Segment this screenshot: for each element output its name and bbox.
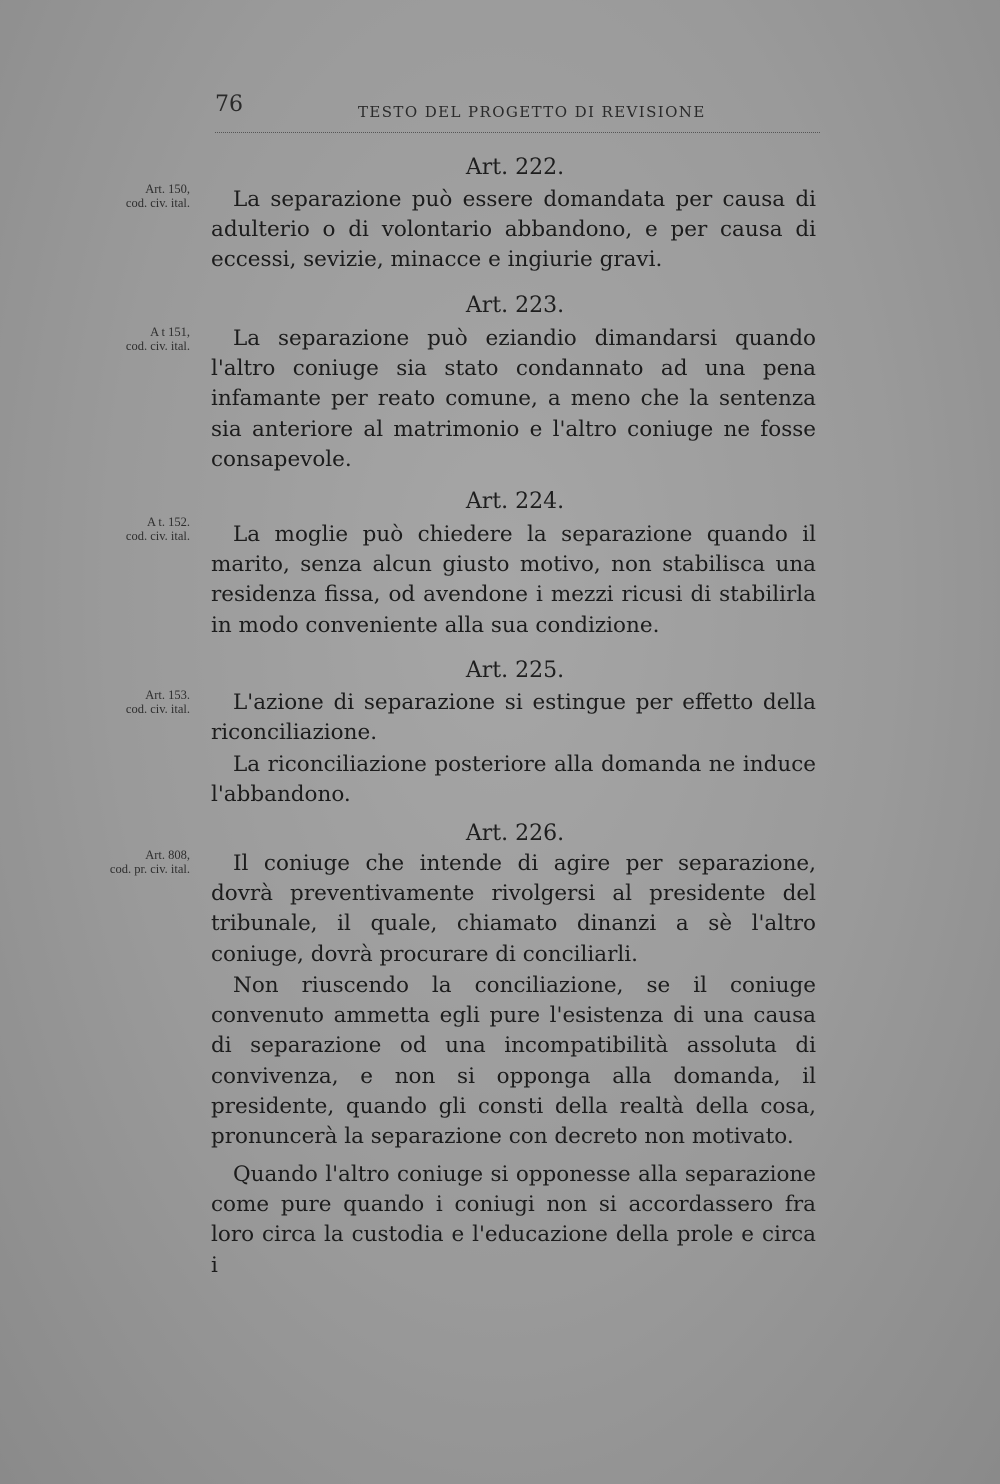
margin-note-line: Art. 808, bbox=[145, 848, 190, 862]
article-title: Art. 222. bbox=[465, 155, 565, 180]
margin-note-art-226 bbox=[82, 848, 190, 876]
article-paragraph: Non riuscendo la conciliazione, se il coniuge convenuto ammetta egli pure l'esistenza di una causa di separazione od una incompatibilità assoluta di convivenza, e non si opponga alla domanda, il presidente, quando gli consti della realtà della cosa, pronuncerà la separazione con decreto non motivato. bbox=[211, 973, 816, 1150]
article-paragraph: La separazione può essere domandata per causa di adulterio o di volontario abbandono, e per causa di eccessi, sevizie, minacce e ingiurie gravi. bbox=[211, 187, 816, 273]
article-title: Art. 226. bbox=[465, 821, 565, 846]
margin-note-line: cod. pr. civ. ital. bbox=[109, 862, 190, 876]
margin-note-line: A t 151, bbox=[150, 325, 190, 339]
margin-note-art-223 bbox=[82, 325, 190, 353]
article-paragraph: La separazione può eziandio dimandarsi quando l'altro coniuge sia stato condannato ad una pena infamante per reato comune, a meno che la sentenza sia anteriore al matrimonio e l'altro coniuge ne fosse consapevole. bbox=[211, 326, 816, 472]
article-title: Art. 223. bbox=[465, 293, 565, 318]
article-paragraph: La moglie può chiedere la separazione quando il marito, senza alcun giusto motivo, non stabilisca una residenza fissa, od avendone i mezzi ricusi di stabilirla in modo conveniente alla sua condizione. bbox=[211, 522, 816, 638]
article-paragraph: La riconciliazione posteriore alla domanda ne induce l'abbandono. bbox=[211, 752, 816, 808]
article-paragraph: L'azione di separazione si estingue per effetto della riconciliazione. bbox=[211, 690, 816, 746]
article-title: Art. 224. bbox=[465, 489, 565, 514]
page-header bbox=[215, 92, 820, 133]
article-paragraph: Quando l'altro coniuge si opponesse alla separazione come pure quando i coniugi non si accordassero fra loro circa la custodia e l'educazione della prole e circa i bbox=[211, 1162, 816, 1278]
page-number: 76 bbox=[215, 92, 243, 117]
margin-note-art-224 bbox=[82, 515, 190, 543]
margin-note-art-222 bbox=[82, 182, 190, 210]
margin-note-line: cod. civ. ital. bbox=[125, 339, 190, 353]
margin-note-line: Art. 153. bbox=[145, 688, 190, 702]
margin-note-line: cod. civ. ital. bbox=[125, 702, 190, 716]
margin-note-line: cod. civ. ital. bbox=[125, 196, 190, 210]
margin-note-line: cod. civ. ital. bbox=[125, 529, 190, 543]
margin-note-line: A t. 152. bbox=[146, 515, 190, 529]
article-title: Art. 225. bbox=[465, 658, 565, 683]
margin-note-art-225 bbox=[82, 688, 190, 716]
running-head: TESTO DEL PROGETTO DI REVISIONE bbox=[358, 103, 706, 121]
margin-note-line: Art. 150, bbox=[145, 182, 190, 196]
article-paragraph: Il coniuge che intende di agire per separazione, dovrà preventivamente rivolgersi al presidente del tribunale, il quale, chiamato dinanzi a sè l'altro coniuge, dovrà procurare di conciliarli. bbox=[211, 851, 816, 967]
